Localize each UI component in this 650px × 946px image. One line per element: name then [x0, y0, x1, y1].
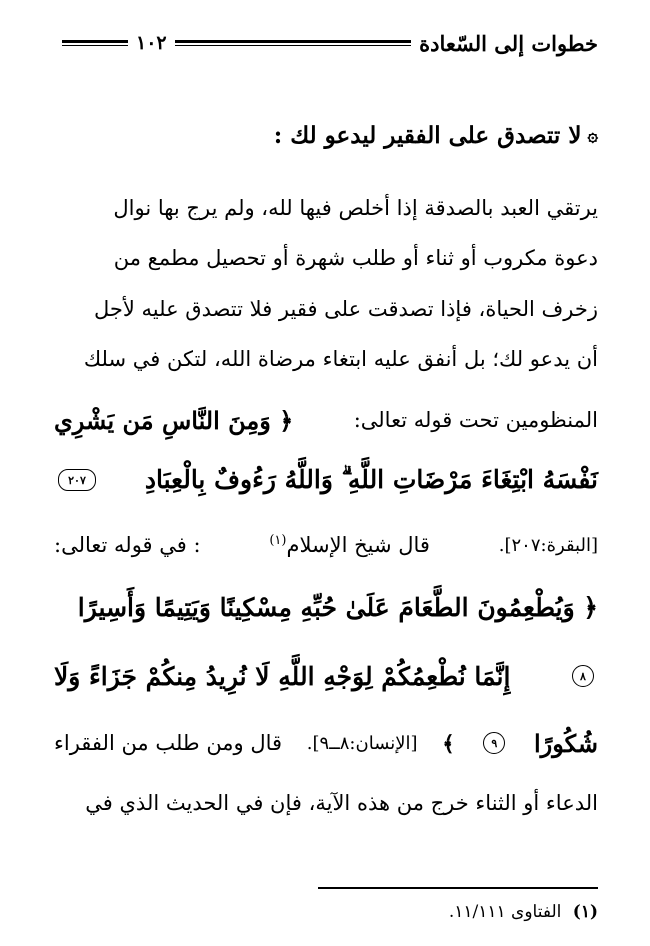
- section-heading: [274, 122, 598, 149]
- body-line: [54, 395, 598, 445]
- quran-text: ﴿ وَمِنَ النَّاسِ مَن يَشْرِي: [54, 405, 294, 435]
- line-text: قال ومن طلب من الفقراء: [54, 731, 283, 755]
- line-text: المنظومين تحت قوله تعالى:: [353, 408, 598, 432]
- verse-number-marker: ٨: [572, 665, 594, 687]
- body-line: [54, 718, 598, 768]
- header-rule-right: [175, 40, 412, 47]
- book-title: خطوات إلى السّعادة: [419, 30, 598, 56]
- quran-text: إِنَّمَا نُطْعِمُكُمْ لِوَجْهِ اللَّهِ لَا نُرِيدُ مِنكُمْ جَزَاءً وَلَا: [54, 661, 511, 691]
- star-ornament-icon: ۞: [587, 125, 598, 146]
- line-text: أن يدعو لك؛ بل أنفق عليه ابتغاء مرضاة الله، لتكن في سلك: [83, 347, 598, 371]
- quran-line: [54, 582, 598, 632]
- footnote-text: الفتاوى ١١/١١١.: [448, 902, 562, 922]
- footnote-separator: [318, 887, 598, 889]
- footnote: [449, 902, 598, 922]
- body-line: [54, 778, 598, 828]
- quran-text: نَفْسَهُ ابْتِغَاءَ مَرْضَاتِ اللَّهِ ۗ وَاللَّهُ رَءُوفٌ بِالْعِبَادِ: [144, 465, 598, 494]
- page-number: ١٠٢: [136, 32, 167, 54]
- citation: [البقرة:٢٠٧].: [498, 534, 598, 556]
- quran-text: ﴿ وَيُطْعِمُونَ الطَّعَامَ عَلَىٰ حُبِّهِ مِسْكِينًا وَيَتِيمًا وَأَسِيرًا: [77, 592, 598, 622]
- quran-close-bracket: ﴾: [442, 730, 455, 756]
- verse-number-marker: ٢٠٧: [58, 469, 96, 491]
- line-text: يرتقي العبد بالصدقة إذا أخلص فيها لله، ولم يرج بها نوال: [113, 196, 598, 220]
- footnote-marker: (١): [572, 902, 598, 922]
- body-line: [54, 334, 598, 384]
- body-line: [54, 284, 598, 334]
- quran-line: [54, 651, 598, 701]
- footnote-ref: (١): [269, 533, 287, 548]
- quran-text: شُكُورًا: [533, 728, 598, 758]
- verse-number-marker: ٩: [483, 732, 505, 754]
- citation: [الإنسان:٨ــ٩].: [306, 732, 418, 754]
- body-line: [54, 520, 598, 570]
- line-text: زخرف الحياة، فإذا تصدقت على فقير فلا تتصدق عليه لأجل: [93, 297, 598, 321]
- line-text: دعوة مكروب أو ثناء أو طلب شهرة أو تحصيل مطمع من: [113, 246, 598, 270]
- quran-line: [54, 455, 598, 505]
- header-rule-left: [62, 40, 128, 47]
- body-line: [54, 233, 598, 283]
- line-text: قال شيخ الإسلام: [286, 533, 430, 557]
- section-heading-text: لا تتصدق على الفقير ليدعو لك :: [273, 122, 582, 149]
- line-text: الدعاء أو الثناء خرج من هذه الآية، فإن في الحديث الذي في: [85, 791, 598, 815]
- running-header: [62, 30, 598, 56]
- line-text: : في قوله تعالى:: [54, 533, 201, 557]
- body-line: [54, 183, 598, 233]
